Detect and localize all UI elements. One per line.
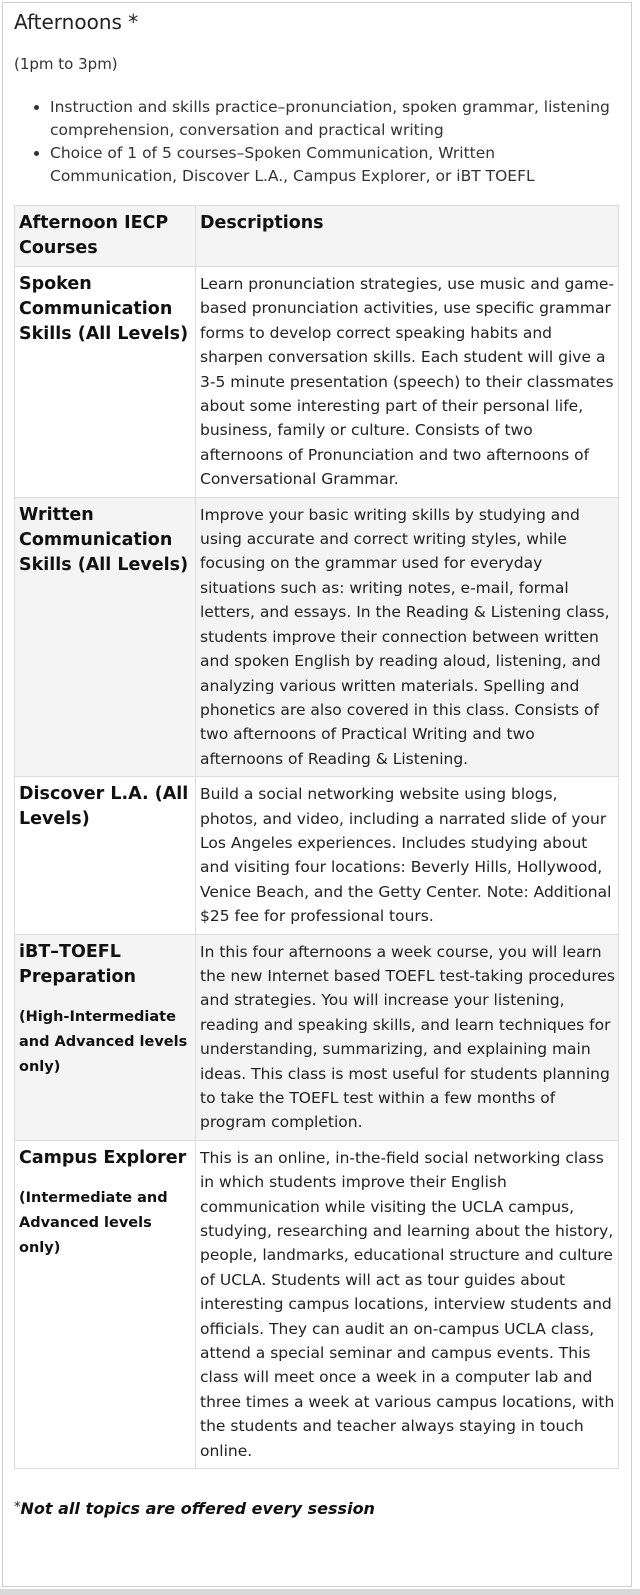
course-cell — [15, 497, 196, 776]
course-level-note: (Intermediate and Advanced levels only) — [19, 1189, 168, 1256]
course-description: In this four afternoons a week course, you will learn the new Internet based TOEFL test-taking procedures and strategies. You will increase your listening, reading and speaking skills, and learn techniques for understanding, summarizing, and explaining main ideas. This class is most useful for students planning to take the TOEFL test within a few months of program completion. — [200, 942, 615, 1132]
table-row — [15, 777, 619, 934]
overview-item: • Choice of 1 of 5 courses–Spoken Communication, Written Communication, Discover L.A., Campus Explorer, or iBT TOEFL — [50, 142, 620, 188]
course-description: Improve your basic writing skills by studying and using accurate and correct writing styles, while focusing on the grammar used for everyday situations such as: writing notes, e-mail, formal letters, and essays. In the Reading & Listening class, students improve their connection between written and spoken English by reading aloud, listening, and analyzing various written materials. Spelling and phonetics are also covered in this class. Consists of two afternoons of Practical Writing and two afternoons of Reading & Listening. — [200, 505, 610, 768]
footnote-text: Not all topics are offered every session — [20, 1499, 375, 1519]
header-cell-descriptions — [196, 206, 619, 267]
table-row — [15, 934, 619, 1140]
courses-table — [14, 205, 619, 1469]
table-row — [15, 1140, 619, 1468]
description-cell — [196, 934, 619, 1140]
course-description: Build a social networking website using blogs, photos, and video, including a narrated slide of your Los Angeles experiences. Includes studying about and visiting four locations: Beverly Hills, Hollywood, Venice Beach, and the Getty Center. Note: Additional $25 fee for professional tours. — [200, 785, 612, 926]
table-header-row — [15, 206, 619, 267]
course-cell — [15, 267, 196, 498]
description-cell — [196, 777, 619, 934]
footnote-asterisk: * — [14, 1500, 21, 1516]
course-name: Campus Explorer — [19, 1147, 187, 1168]
overview-item: • Instruction and skills practice–pronunciation, spoken grammar, listening comprehension, conversation and practical writing — [50, 96, 620, 142]
course-cell — [15, 1140, 196, 1468]
header-descriptions: Descriptions — [200, 213, 324, 233]
section-heading: Afternoons * — [14, 10, 139, 34]
bottom-bar — [0, 1589, 640, 1595]
header-cell-courses — [15, 206, 196, 267]
course-level-note: (High-Intermediate and Advanced levels only) — [19, 1008, 188, 1075]
header-courses: Afternoon IECP Courses — [19, 213, 169, 258]
course-name: Spoken Communication Skills (All Levels) — [19, 274, 189, 344]
overview-list — [14, 96, 620, 188]
course-cell — [15, 934, 196, 1140]
description-cell — [196, 267, 619, 498]
course-name: Written Communication Skills (All Levels) — [19, 504, 189, 575]
time-range: (1pm to 3pm) — [14, 55, 118, 73]
course-name: Discover L.A. (All Levels) — [19, 784, 189, 830]
course-description: Learn pronunciation strategies, use music and game-based pronunciation activities, use specific grammar forms to develop correct speaking habits and sharpen conversation skills. Each student will give a 3-5 minute presentation (speech) to their classmates about some interesting part of their personal life, business, family or culture. Consists of two afternoons of Pronunciation and two afternoons of Conversational Grammar. — [200, 275, 615, 489]
course-name: iBT–TOEFL Preparation — [19, 941, 136, 987]
content-area — [14, 8, 620, 1518]
course-description: This is an online, in-the-field social networking class in which students improve their English communication while visiting the UCLA campus, studying, researching and learning about the history, people, landmarks, educational structure and culture of UCLA. Students will act as tour guides about interesting campus locations, interview students and officials. They can audit an on-campus UCLA class, attend a special seminar and campus events. This class will meet once a week in a computer lab and three times a week at various campus locations, with the students and teacher always staying in touch online. — [200, 1148, 615, 1460]
table-row — [15, 267, 619, 498]
description-cell — [196, 1140, 619, 1468]
table-row — [15, 497, 619, 776]
footnote — [14, 1499, 620, 1518]
course-cell — [15, 777, 196, 934]
description-cell — [196, 497, 619, 776]
